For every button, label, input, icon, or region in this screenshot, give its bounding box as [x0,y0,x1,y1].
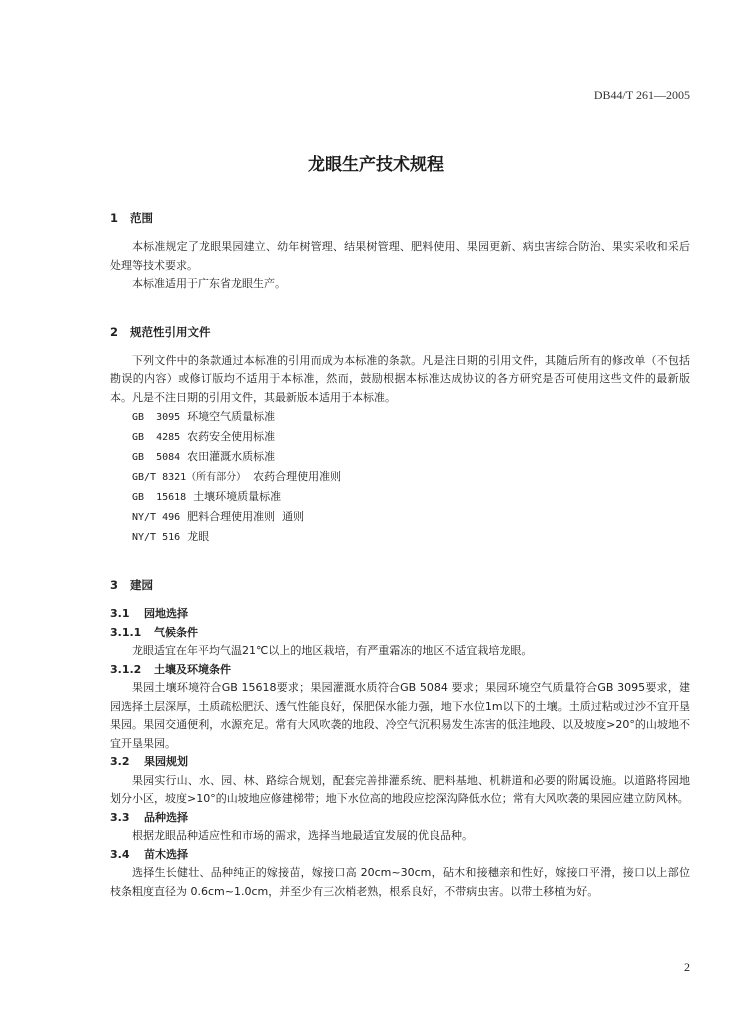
reference-item [110,447,690,467]
reference-code: GB 5084 [132,452,181,463]
reference-title: 农田灌溉水质标准 [187,450,276,463]
reference-title: 龙眼 [187,530,210,543]
reference-list [110,407,690,547]
reference-item [110,507,690,527]
reference-code: GB 3095 [132,412,181,423]
section-2-heading [110,322,690,342]
subsection-3-1-2-text: 果园土壤环境符合GB 15618要求；果园灌溉水质符合GB 5084 要求；果园环境空气质量符合GB 3095要求，建园选择土层深厚，土质疏松肥沃、透气性能良好，保肥保水能力强，地下水位1m以下的土壤。土质过粘或过沙不宜开垦果园。果园交通便利，水源充足。常有大风吹袭的地段、冷空气沉积易发生冻害的低洼地段、以及坡度>20°的山坡地不宜开垦果园。 [110,681,690,750]
subsection-3-4-heading [110,846,690,865]
section-1-heading [110,208,690,228]
standard-number: DB44/T 261—2005 [593,88,690,102]
subsection-title: 苗木选择 [144,847,188,861]
subsection-3-2-heading [110,753,690,772]
subsection-3-3-text: 根据龙眼品种适应性和市场的需求，选择当地最适宜发展的优良品种。 [132,829,473,842]
section-2-intro: 下列文件中的条款通过本标准的引用而成为本标准的条款。凡是注日期的引用文件，其随后所有的修改单（不包括勘误的内容）或修订版均不适用于本标准，然而，鼓励根据本标准达成协议的各方研究是否可使用这些文件的最新版本。凡是不注日期的引用文件，其最新版本适用于本标准。 [110,353,690,404]
subsection-title: 土壤及环境条件 [154,662,231,676]
reference-code: GB 15618 [132,492,187,503]
section-title: 规范性引用文件 [130,324,211,339]
document-title: 龙眼生产技术规程 [308,155,444,175]
subsection-number: 3.4 [110,847,130,861]
document-body [110,208,690,901]
reference-code: GB/T 8321（所有部分） [132,472,247,483]
reference-item [110,407,690,427]
subsection-title: 品种选择 [144,810,188,824]
section-1-paragraph-2: 本标准适用于广东省龙眼生产。 [132,277,286,290]
reference-title: 环境空气质量标准 [187,410,276,423]
section-number: 1 [110,211,119,225]
subsection-title: 园地选择 [144,607,188,620]
subsection-3-1-1-heading [110,624,690,643]
reference-item [110,427,690,447]
subsection-number: 3.1.1 [110,625,142,639]
section-3-heading [110,575,690,595]
page-number: 2 [684,960,690,974]
section-1-paragraph-1: 本标准规定了龙眼果园建立、幼年树管理、结果树管理、肥料使用、果园更新、病虫害综合防治、果实采收和采后处理等技术要求。 [110,240,690,272]
subsection-3-2-text: 果园实行山、水、园、林、路综合规划，配套完善排灌系统、肥料基地、机耕道和必要的附属设施。以道路将园地划分小区，坡度>10°的山坡地应修建梯带；地下水位高的地段应挖深沟降低水位；常有大风吹袭的果园应建立防风林。 [110,773,690,805]
subsection-title: 果园规划 [144,755,188,768]
reference-item [110,487,690,507]
section-title: 建园 [130,578,153,592]
reference-item [110,467,690,487]
reference-item [110,527,690,547]
reference-title: 土壤环境质量标准 [193,490,282,503]
reference-title: 肥料合理使用准则 通则 [187,510,305,523]
reference-title: 农药合理使用准则 [253,470,342,483]
reference-title: 农药安全使用标准 [187,430,276,443]
subsection-number: 3.3 [110,810,130,824]
reference-code: NY/T 496 [132,512,181,523]
reference-code: NY/T 516 [132,532,181,543]
reference-code: GB 4285 [132,432,181,443]
subsection-3-4-text: 选择生长健壮、品种纯正的嫁接苗，嫁接口高 20cm~30cm，砧木和接穗亲和性好，嫁接口平滑，接口以上部位枝条粗度直径为 0.6cm~1.0cm，并至少有三次梢老熟，根系良好，不带病虫害。以带土移植为好。 [110,866,690,898]
subsection-3-3-heading [110,809,690,828]
subsection-3-1-heading [110,605,690,624]
subsection-number: 3.1.2 [110,662,142,676]
section-number: 2 [110,324,119,339]
subsection-3-1-2-heading [110,661,690,680]
subsection-title: 气候条件 [154,625,198,639]
subsection-3-1-1-text: 龙眼适宜在年平均气温21℃以上的地区栽培，有严重霜冻的地区不适宜栽培龙眼。 [132,644,533,657]
subsection-number: 3.2 [110,755,130,768]
section-title: 范围 [130,211,153,225]
section-number: 3 [110,578,119,592]
subsection-number: 3.1 [110,607,130,620]
